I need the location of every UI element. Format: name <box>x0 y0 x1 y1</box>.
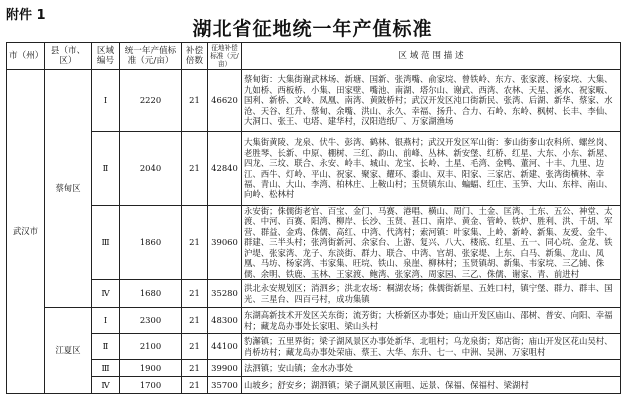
description-cell: 法泗镇；安山镇；金水办事处 <box>242 360 621 377</box>
zone-cell: Ⅲ <box>92 360 120 377</box>
multiple-cell: 21 <box>182 360 208 377</box>
compensation-cell: 48300 <box>208 308 242 334</box>
header-description: 区 域 范 围 描 述 <box>242 43 621 70</box>
price-cell: 2220 <box>120 70 182 132</box>
description-cell: 大集街黄陵、龙泉、伏牛、彭湾、鹤林、银燕村；武汉开发区军山街：奓山街奓山农科所、螺丝岗、老胜琴、长新、中原、棚树、三红、韵山、前峰、丛林、新安堡、红桥、红星、大东、小东、新屋、四龙、三坟、联合、永安、岭丰、城山、龙宝、长岭、土星、毛湾、金鸭、董河、十丰、九里、边江、西牛、灯岭、平山、祝家、聚家、耀环、黍山、双丰、阳家、三家店、新建、张湾街横林、幸福、青山、大山、李湾、柏林庄、上鞍山村；玉贤镇东山、蝙蝠、红庄、玉笋、大山、东梓、南山、向岭、松林村 <box>242 132 621 206</box>
header-price: 统一年产值标准（元/亩） <box>120 43 182 70</box>
multiple-cell: 21 <box>182 206 208 280</box>
city-cell: 武汉市 <box>7 70 45 394</box>
standards-table <box>6 42 621 394</box>
description-cell: 蔡甸街：大集街谢武林场、新塘、国新、张湾嘴、俞家垸、曾铁岭、东方、张家渡、杨家垸、大集、九如桥、西板桥、小集、田家壁、嘴池、南湖、塔尔山、谢武、西湾、农林、天星、溪水、祝家畈、国利、新桥、文岭、凤凰、南湾、黄陂桥村；武汉开发区沌口街新民、张湾、后湖、新华、蔡家、水沧、天谷、红升、蔡甸、余嘴、洪山、永久、幸福、扬升、合力、石岭、东岭、枫树、长丰、李仙、大洞口、张王、屯塔、建华村，汉阳造纸厂、万家湖渔场 <box>242 70 621 132</box>
county-caidian: 蔡甸区 <box>45 70 92 308</box>
compensation-cell: 44100 <box>208 334 242 360</box>
price-cell: 1860 <box>120 206 182 280</box>
table-header-row <box>7 43 621 70</box>
attachment-label: 附件 1 <box>6 8 46 23</box>
zone-cell: Ⅰ <box>92 308 120 334</box>
header-city: 市（州） <box>7 43 45 70</box>
description-cell: 永安街；侏儒街老官、百宝、金门、马赛、港唱、横山、周门、土金、匡湾、土东、五公、神堂、太渡、中河、百赛、阳湾、柳岸、长沙、玉贤、甚口、南岸、黄金、管岭、铁炉、胜利、洪、千胡、军营、群益、金鸡、侏儒、高红、中湾、代湾村；索河镇：叶家集、上岭、新岭、新集、友爱、金牛、群建、三半头村；张湾街新河、余家台、上游、复兴、八大、楼底、红星、五一、同心垸、金龙、铁沪堤、张家湾、龙子、东淡街、群力、联合、中湾、官胡、张家堤、上东、白马、新集、龙山、凤凰、马坊、杨家湾、韦家集、旺垸、铁山、泉崖、柳林村；玉贤镇胡、新集、韦家垸、三乙铺、侏儒、余明、铁鹿、玉林、王家渡、鲍湾、张家湾、周家园、三乙、侏儒、谢家、青、前进村 <box>242 206 621 280</box>
table-row <box>7 206 621 280</box>
table-row <box>7 308 621 334</box>
multiple-cell: 21 <box>182 70 208 132</box>
zone-cell: Ⅱ <box>92 334 120 360</box>
page-title: 湖北省征地统一年产值标准 <box>192 18 433 40</box>
description-cell: 山坡乡；舒安乡；湖泗镇；梁子湖风景区南咀、远景、保福、保福村、梁湖村 <box>242 377 621 394</box>
compensation-cell: 35700 <box>208 377 242 394</box>
multiple-cell: 21 <box>182 280 208 308</box>
header-zone-no: 区域编号 <box>92 43 120 70</box>
price-cell: 2300 <box>120 308 182 334</box>
multiple-cell: 21 <box>182 132 208 206</box>
multiple-cell: 21 <box>182 308 208 334</box>
header-compensation: 征地补偿标准（元/亩） <box>208 43 242 70</box>
description-cell: 豹澥镇；五里界街；梁子湖风景区办事处新华、北咀村；乌龙泉街；郑店街；庙山开发区花山吴村、肖桥坊村；藏龙岛办事处荣庙、蔡王、大华、东升、七一、中洲、吴洲、万家咀村 <box>242 334 621 360</box>
table-row <box>7 360 621 377</box>
compensation-cell: 39060 <box>208 206 242 280</box>
county-jiangxia: 江夏区 <box>45 308 92 394</box>
zone-cell: Ⅳ <box>92 377 120 394</box>
price-cell: 1900 <box>120 360 182 377</box>
table-row <box>7 377 621 394</box>
zone-cell: Ⅱ <box>92 132 120 206</box>
table-row <box>7 334 621 360</box>
description-cell: 东湖高新技术开发区关东街；流芳街；大桥新区办事处；庙山开发区庙山、邵树、普安、向阳、幸福村；藏龙岛办事处长家咀、梁山头村 <box>242 308 621 334</box>
zone-cell: Ⅰ <box>92 70 120 132</box>
table-row <box>7 280 621 308</box>
multiple-cell: 21 <box>182 334 208 360</box>
compensation-cell: 35280 <box>208 280 242 308</box>
header-county: 县（市、区） <box>45 43 92 70</box>
zone-cell: Ⅲ <box>92 206 120 280</box>
price-cell: 2100 <box>120 334 182 360</box>
table-row <box>7 132 621 206</box>
compensation-cell: 39900 <box>208 360 242 377</box>
compensation-cell: 46620 <box>208 70 242 132</box>
multiple-cell: 21 <box>182 377 208 394</box>
price-cell: 2040 <box>120 132 182 206</box>
table-row <box>7 70 621 132</box>
price-cell: 1680 <box>120 280 182 308</box>
description-cell: 洪北永安规划区；消泗乡；洪北农场：桐湖农场；侏儒街新星、五姓口村，镇宁堡、群力、群丰、国光、三星台、四百弓村，成功集镇 <box>242 280 621 308</box>
zone-cell: Ⅳ <box>92 280 120 308</box>
compensation-cell: 42840 <box>208 132 242 206</box>
header-multiple: 补偿倍数 <box>182 43 208 70</box>
price-cell: 1700 <box>120 377 182 394</box>
